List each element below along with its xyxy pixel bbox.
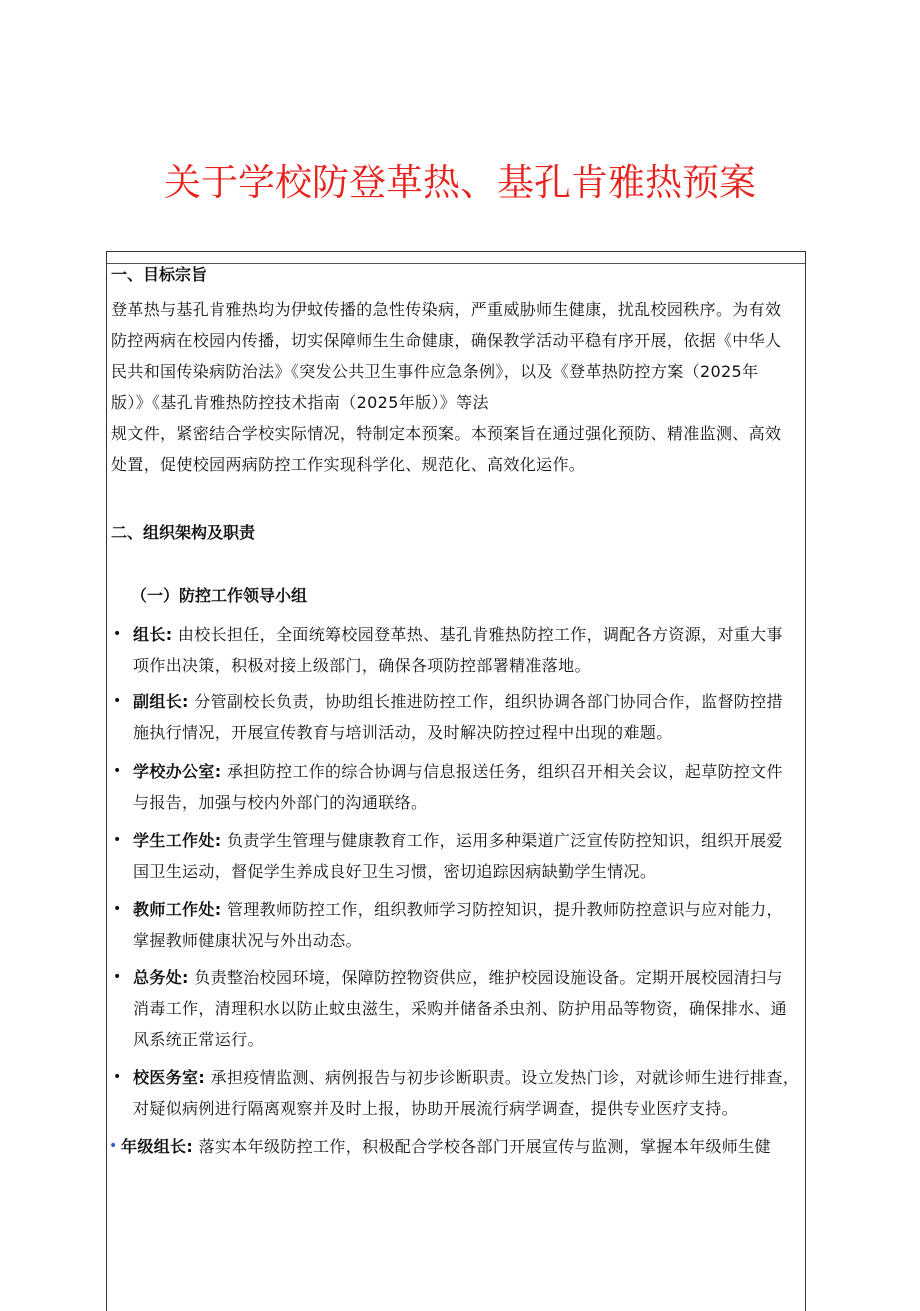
list-item (113, 756, 801, 818)
section1-line: 民共和国传染病防治法》《突发公共卫生事件应急条例》，以及《登革热防控方案（2025年 (111, 362, 759, 381)
item-line: 分管副校长负责，协助组长推进防控工作，组织协调各部门协同合作，监督防控措 (194, 692, 783, 711)
bullet-icon: • (113, 969, 122, 985)
list-item (109, 1131, 797, 1162)
item-line: 施执行情况，开展宣传教育与培训活动，及时解决防控过程中出现的难题。 (133, 723, 673, 742)
item-line: 与报告，加强与校内外部门的沟通联络。 (133, 793, 428, 812)
section2-subheading: （一）防控工作领导小组 (131, 586, 308, 605)
item-label: 副组长: (133, 692, 189, 711)
section1-line: 处置，促使校园两病防控工作实现科学化、规范化、高效化运作。 (111, 455, 586, 474)
section1-line: 规文件，紧密结合学校实际情况，特制定本预案。本预案旨在通过强化预防、精准监测、高效 (111, 424, 782, 443)
item-line: 承担防控工作的综合协调与信息报送任务，组织召开相关会议，起草防控文件 (226, 762, 783, 781)
item-line: 负责学生管理与健康教育工作，运用多种渠道广泛宣传防控知识，组织开展爱 (226, 831, 783, 850)
list-item (113, 686, 801, 748)
item-line: 管理教师防控工作，组织教师学习防控知识，提升教师防控意识与应对能力， (226, 900, 783, 919)
section1-heading: 一、目标宗旨 (111, 265, 208, 284)
item-label: 学校办公室: (133, 762, 222, 781)
item-line: 由校长担任，全面统筹校园登革热、基孔肯雅热防控工作，调配各方资源，对重大事 (177, 625, 783, 644)
list-item (113, 825, 801, 887)
section1-line: 防控两病在校园内传播，切实保障师生生命健康，确保教学活动平稳有序开展，依据《中华人 (111, 331, 782, 350)
item-line: 项作出决策，积极对接上级部门，确保各项防控部署精准落地。 (133, 656, 591, 675)
bullet-icon: • (113, 626, 122, 642)
item-line: 国卫生运动，督促学生养成良好卫生习惯，密切追踪因病缺勤学生情况。 (133, 862, 657, 881)
item-line: 掌握教师健康状况与外出动态。 (133, 931, 362, 950)
bullet-icon: • (113, 1069, 122, 1085)
list-item (113, 962, 801, 1055)
list-item (113, 1062, 801, 1124)
item-label: 学生工作处: (133, 831, 222, 850)
item-line: 承担疫情监测、病例报告与初步诊断职责。设立发热门诊，对就诊师生进行排查， (210, 1068, 800, 1087)
list-item (113, 619, 801, 681)
bullet-icon: • (113, 832, 122, 848)
bullet-icon: • (113, 901, 122, 917)
bullet-icon: • (109, 1138, 118, 1154)
item-label: 总务处: (133, 968, 189, 987)
item-line: 落实本年级防控工作，积极配合学校各部门开展宣传与监测，掌握本年级师生健 (198, 1137, 771, 1156)
item-label: 教师工作处: (133, 900, 222, 919)
item-line: 负责整治校园环境，保障防控物资供应，维护校园设施设备。定期开展校园清扫与 (194, 968, 783, 987)
item-label: 校医务室: (133, 1068, 206, 1087)
bullet-icon: • (113, 763, 122, 779)
item-line: 消毒工作，清理积水以防止蚊虫滋生，采购并储备杀虫剂、防护用品等物资，确保排水、通 (133, 999, 788, 1018)
document-title: 关于学校防登革热、基孔肯雅热预案 (164, 161, 756, 204)
item-line: 风系统正常运行。 (133, 1030, 264, 1049)
item-label: 年级组长: (121, 1137, 194, 1156)
section1-body (111, 294, 801, 480)
section1-line: 登革热与基孔肯雅热均为伊蚊传播的急性传染病，严重威胁师生健康，扰乱校园秩序。为有效 (111, 300, 782, 319)
section2-heading: 二、组织架构及职责 (111, 523, 256, 542)
bullet-icon: • (113, 693, 122, 709)
list-item (113, 894, 801, 956)
content-frame (106, 251, 806, 1311)
item-label: 组长: (133, 625, 173, 644)
item-line: 对疑似病例进行隔离观察并及时上报，协助开展流行病学调查，提供专业医疗支持。 (133, 1099, 738, 1118)
section1-line: 版）》《基孔肯雅热防控技术指南（2025年版）》等法 (111, 393, 489, 412)
frame-divider (107, 263, 805, 264)
